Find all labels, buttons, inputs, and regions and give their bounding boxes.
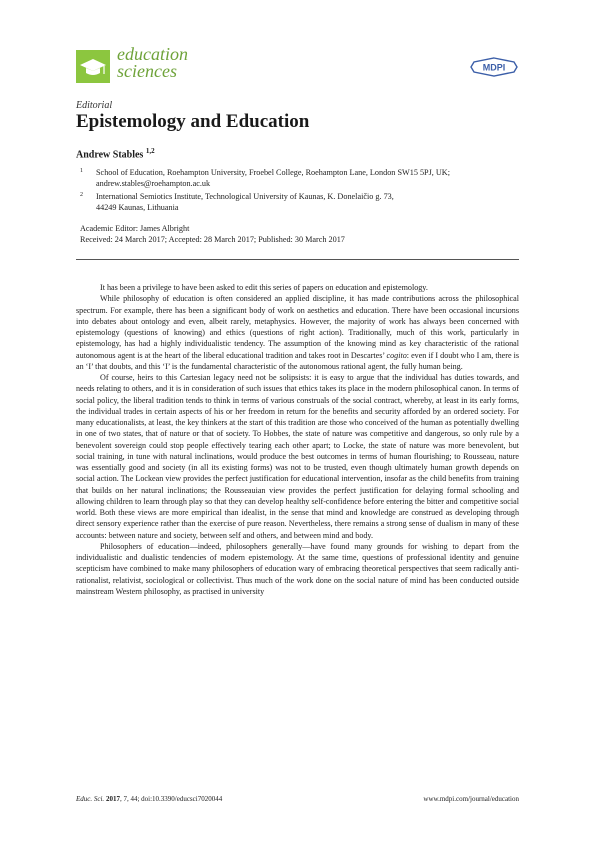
- journal-name-line2: sciences: [117, 61, 177, 81]
- journal-name-line1: education: [117, 44, 188, 64]
- affiliation-address: School of Education, Roehampton University, Froebel College, Roehampton Lane, London SW15 5PJ, UK;: [96, 168, 450, 177]
- paragraph-4: Philosophers of education—indeed, philosophers generally—have found many grounds for wishing to depart from the individualistic and dualistic tendencies of modern epistemology. At the same time, questions of professional identity and genuine scepticism have combined to make many philosophers of education wary of embracing theoretical perspectives that seem radically anti-rationalist, relativist, sociological or collectivist. Thus much of the work done on the social nature of mind has been conducted outside mainstream Western philosophy, as practised in university: [76, 541, 519, 596]
- footer-citation: [76, 795, 222, 803]
- affiliation-number: 1: [80, 168, 83, 174]
- paragraph-3: Of course, heirs to this Cartesian legacy need not be solipsists: it is easy to argue that the individual has duties towards, and needs relating to others, and it is in consideration of such issues that ethics takes its place in the modern philosophical canon. In terms of social policy, the liberal tradition tends to think in terms of various construals of the social contract, whereby, at least in its early forms, the individual trades in certain aspects of his or her freedom in return for the benefits and security afforded by an ordered society. For many educationalists, at least, the key thinkers at the start of this tradition are those who conceived of the human as potentially dwelling in one of two states, that of nature or that of society. To Hobbes, the state of nature was competitive and dangerous, so only rule by a benevolent sovereign could stop people effectively tearing each other apart; to Locke, the state of nature was more benevolent, but social training, in tune with natural inclinations, would produce the best outcomes in terms of human flourishing; to Rousseau, nature was essentially good and society (in all its existing forms) was not to be trusted, even though ultimately human growth depends on social action. The Lockean view provides the perfect justification for educational intervention, insofar as the child benefits from training that builds on her natural inclinations; the Rousseauian view provides the perfect justification for delaying formal schooling and allowing children to learn through play so that they can develop healthy self-confidence before entering the bitter and competitive social world. Both these views are more empirical than idealist, in the sense that mind and knowledge are construed as developing through direct sensory experience rather than the exercise of pure reason. Nevertheless, there remains a strong sense of dualism in many of these accounts: between nature and society, between self and others, and between mind and body.: [76, 373, 519, 540]
- affiliation-city: 44249 Kaunas, Lithuania: [96, 203, 179, 212]
- affiliation-address: International Semiotics Institute, Technological University of Kaunas, K. Donelaičio g. 73,: [96, 192, 394, 201]
- mdpi-logo-text: MDPI: [482, 62, 506, 73]
- cogito-term: cogito: [386, 350, 407, 360]
- paragraph-2-part-a: While philosophy of education is often considered an applied discipline, it has made contributions across the philosophical spectrum. For example, there has been a significant body of work on aesthetics and education. There have been occasional incursions into debates about ontology and even, albeit rarely, metaphysics. However, the majority of work has always been concerned with epistemology (questions of knowing) and ethics (questions of right action). Traditionally, much of this work, particularly in epistemology, has had a highly individualistic tendency. The assumption of the knowing mind as key characteristic of the rational autonomous agent is at the heart of the liberal educational tradition and takes root in Descartes’: [76, 294, 519, 360]
- journal-logo-icon: [76, 50, 110, 83]
- journal-abbrev: Educ. Sci.: [76, 795, 105, 803]
- header-divider: [76, 259, 519, 260]
- journal-url[interactable]: www.mdpi.com/journal/education: [423, 795, 519, 803]
- article-type: Editorial: [76, 100, 113, 111]
- article-title: Epistemology and Education: [76, 111, 310, 132]
- paragraph-2: [76, 293, 519, 372]
- author-line: [76, 147, 155, 160]
- author-affiliation-marks: 1,2: [145, 147, 155, 155]
- citation-year: 2017: [105, 795, 120, 803]
- paragraph-1: It has been a privilege to have been asked to edit this series of papers on education and epistemology.: [100, 283, 428, 292]
- publication-dates: Received: 24 March 2017; Accepted: 28 March 2017; Published: 30 March 2017: [80, 235, 345, 244]
- article-body: [76, 282, 519, 597]
- academic-editor: Academic Editor: James Albright: [80, 224, 190, 233]
- editorial-info: [80, 223, 345, 245]
- affiliation-number: 2: [80, 192, 83, 198]
- author-email[interactable]: andrew.stables@roehampton.ac.uk: [96, 179, 211, 188]
- journal-name: [117, 46, 188, 80]
- paragraph-2-part-b: : even if I doubt who I am, there is an ‘I’ that doubts, and this ‘I’ is the fundamental characteristic of the autonomous rational agent, the fully human being.: [76, 350, 519, 371]
- citation-details: , 7, 44; doi:10.3390/educsci7020044: [119, 795, 223, 803]
- author-name: Andrew Stables: [76, 149, 144, 161]
- mdpi-logo-icon: [470, 57, 518, 77]
